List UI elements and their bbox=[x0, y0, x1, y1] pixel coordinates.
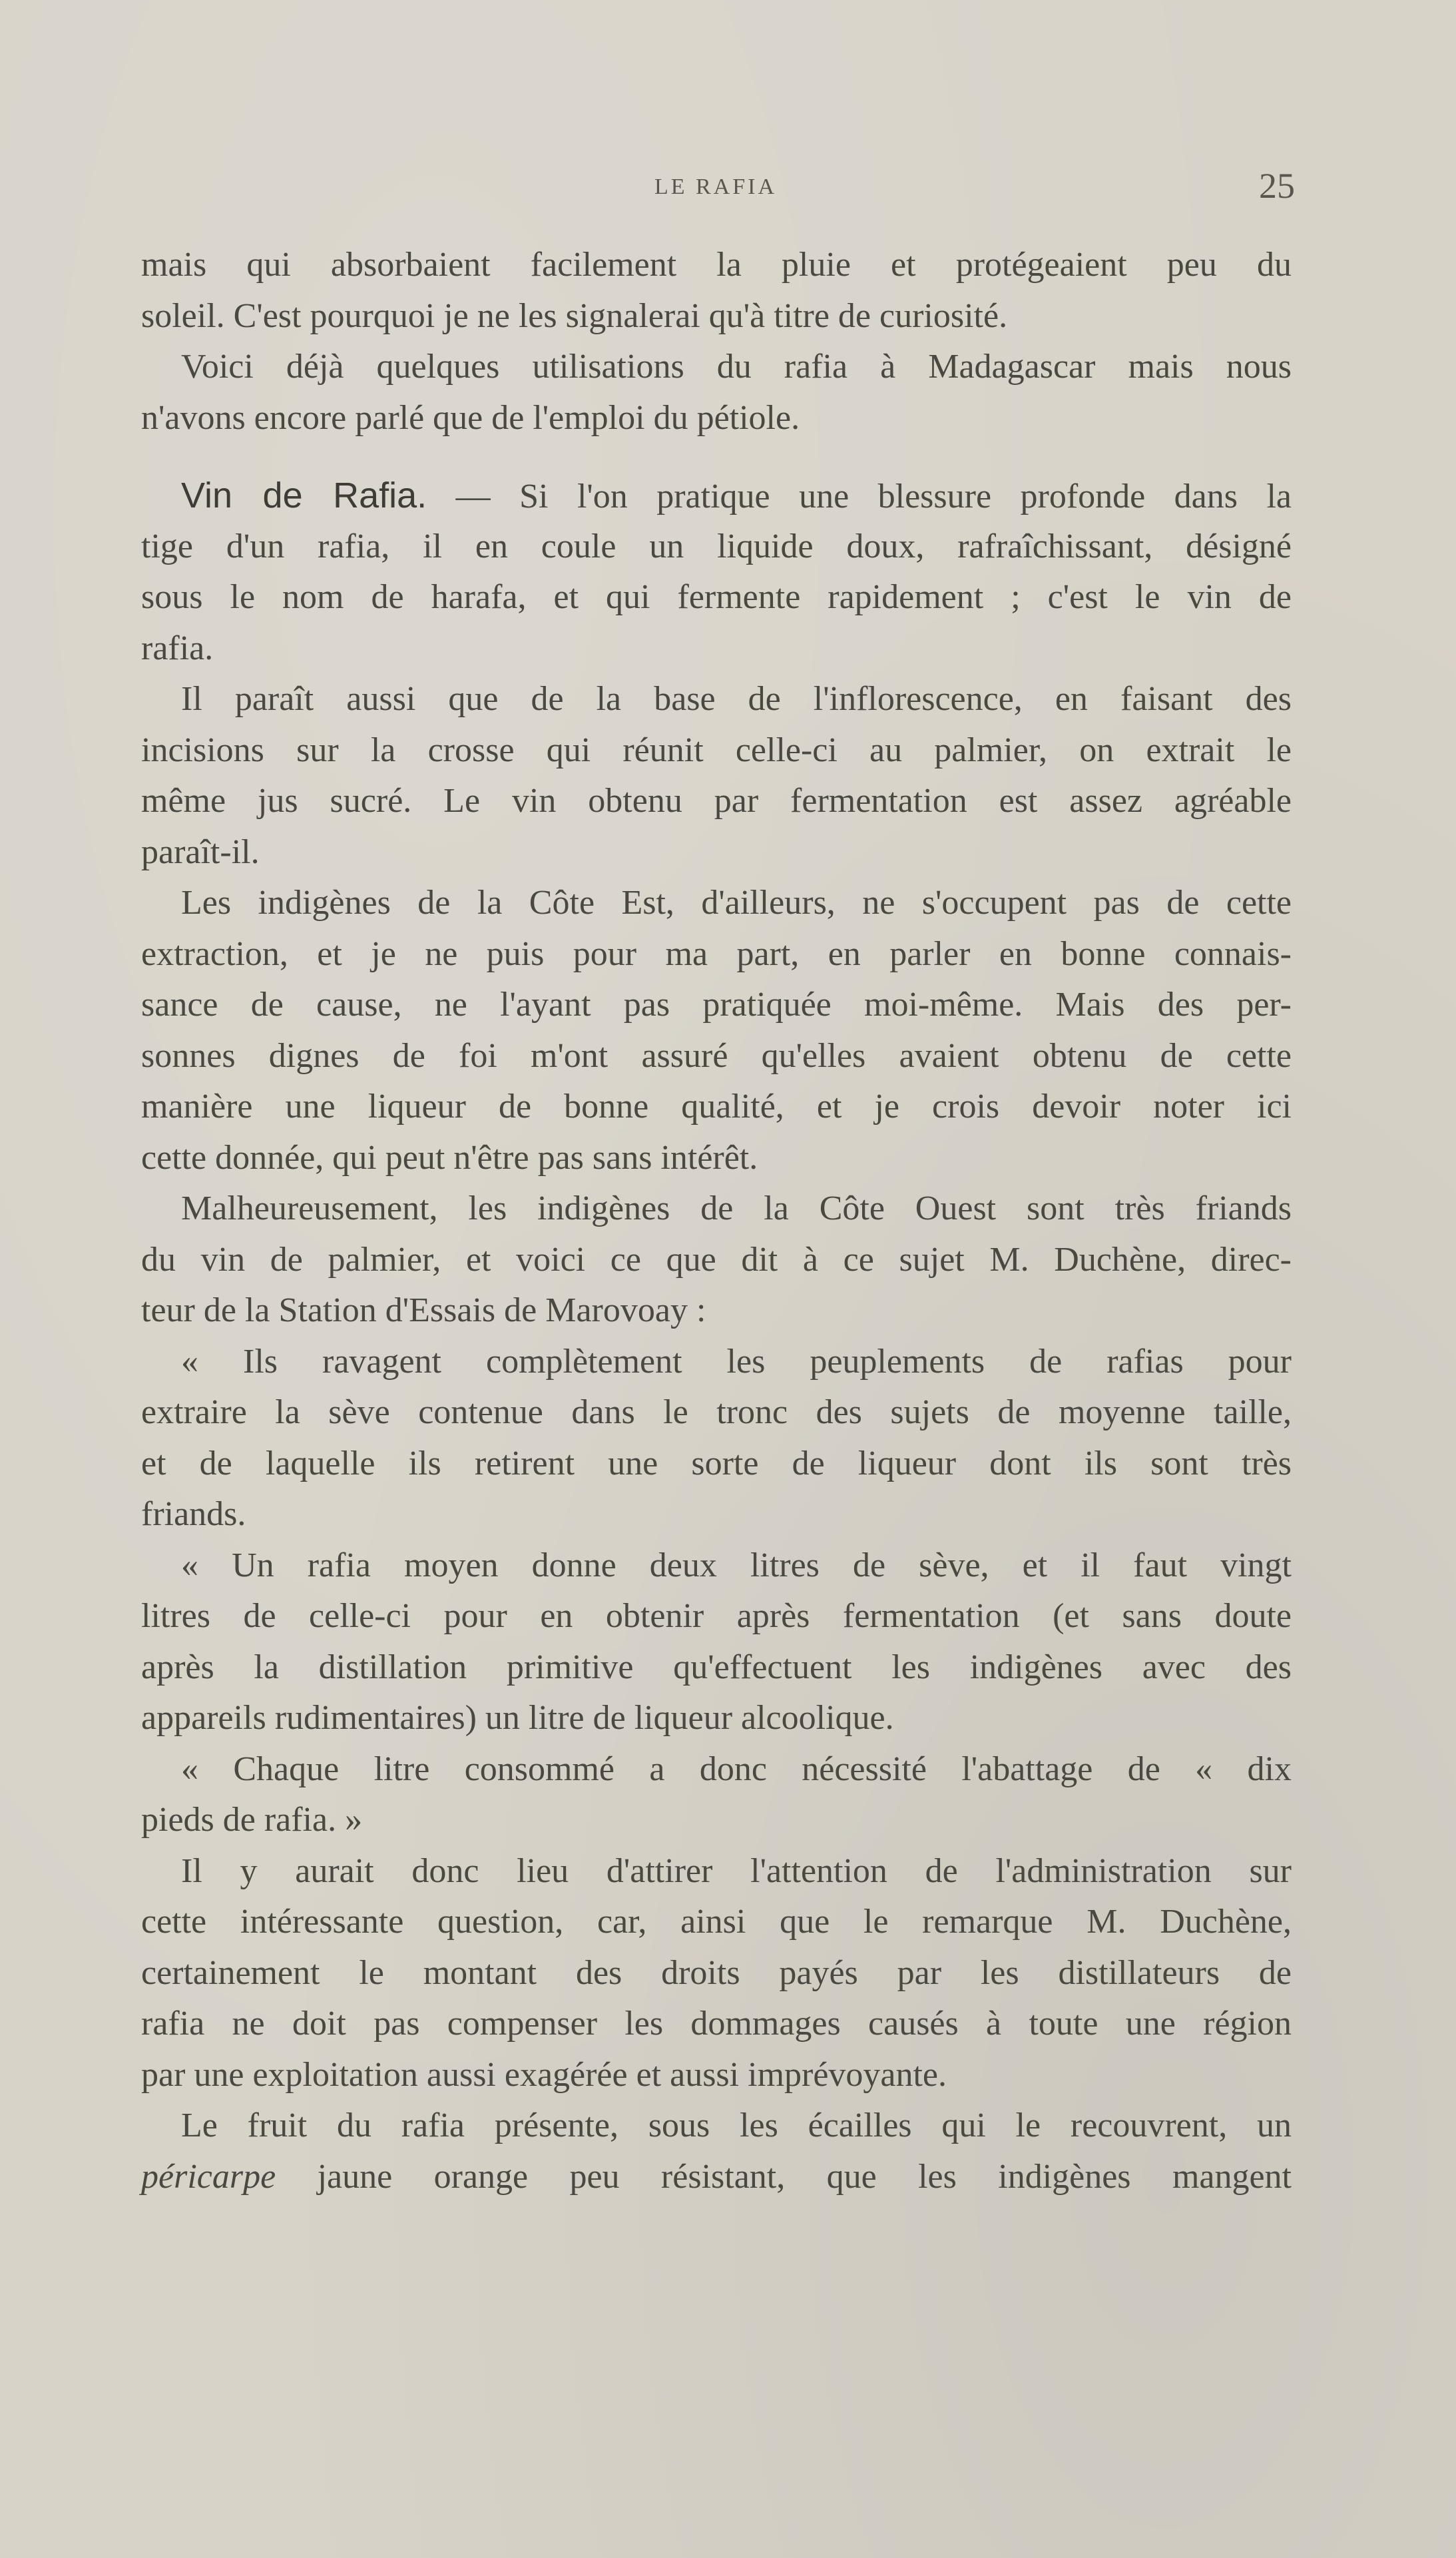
text-line: sonnes dignes de foi m'ont assuré qu'elles avaient obtenu de cette bbox=[141, 1036, 1292, 1075]
section-line bbox=[141, 470, 1292, 521]
text-line: soleil. C'est pourquoi je ne les signalerai qu'à titre de curiosité. bbox=[141, 296, 1008, 335]
text-line: du vin de palmier, et voici ce que dit à ce sujet M. Duchène, direc- bbox=[141, 1240, 1292, 1279]
quote-line: extraire la sève contenue dans le tronc des sujets de moyenne taille, bbox=[141, 1393, 1292, 1431]
text-fragment: sous les écailles qui le recouvrent, un bbox=[648, 2106, 1292, 2144]
text-line: teur de la Station d'Essais de Marovoay : bbox=[141, 1291, 706, 1329]
text-line: paraît-il. bbox=[141, 832, 260, 871]
text-line: tige d'un rafia, il en coule un liquide doux, rafraîchissant, désigné bbox=[141, 527, 1292, 565]
text-line: même jus sucré. Le vin obtenu par fermentation est assez agréable bbox=[141, 782, 1292, 820]
text-line bbox=[141, 2100, 1292, 2152]
quote-line: friands. bbox=[141, 1495, 246, 1533]
text-line: sous le nom de harafa, et qui fermente rapidement ; c'est le vin de bbox=[141, 578, 1292, 616]
page-body bbox=[141, 240, 1292, 2202]
text-line: certainement le montant des droits payés par les distillateurs de bbox=[141, 1953, 1292, 1992]
text-line: Il paraît aussi que de la base de l'inflorescence, en faisant des bbox=[181, 680, 1292, 718]
quote-line: appareils rudimentaires) un litre de liqueur alcoolique. bbox=[141, 1699, 894, 1737]
text-line: mais qui absorbaient facilement la pluie et protégeaient peu du bbox=[141, 246, 1292, 284]
paragraph-lead: Le fruit du rafia présente, bbox=[181, 2106, 648, 2144]
text-line bbox=[141, 2152, 1292, 2203]
quote-line: après la distillation primitive qu'effectuent les indigènes avec des bbox=[141, 1648, 1292, 1686]
quote-line: litres de celle-ci pour en obtenir après fermentation (et sans doute bbox=[141, 1597, 1292, 1635]
text-line: n'avons encore parlé que de l'emploi du pétiole. bbox=[141, 398, 800, 437]
quote-line: « Ils ravagent complètement les peuplements de rafias pour bbox=[181, 1342, 1292, 1381]
text-line: Il y aurait donc lieu d'attirer l'attention de l'administration sur bbox=[181, 1851, 1292, 1890]
text-line: Malheureusement, les indigènes de la Côte Ouest sont très friands bbox=[181, 1189, 1292, 1227]
quote-line: « Un rafia moyen donne deux litres de sève, et il faut vingt bbox=[181, 1546, 1292, 1584]
heading-dash: — bbox=[427, 478, 520, 515]
quote-line: « Chaque litre consommé a donc nécessité l'abattage de « dix bbox=[181, 1750, 1292, 1788]
running-title: LE RAFIA bbox=[654, 174, 778, 199]
quote-line: et de laquelle ils retirent une sorte de liqueur dont ils sont très bbox=[141, 1444, 1292, 1482]
text-line: rafia. bbox=[141, 629, 214, 667]
text-fragment: jaune orange peu résistant, que les indigènes mangent bbox=[317, 2157, 1292, 2196]
text-line: sance de cause, ne l'ayant pas pratiquée moi-même. Mais des per- bbox=[141, 986, 1292, 1024]
italic-term: péricarpe bbox=[141, 2157, 276, 2196]
text-line: par une exploitation aussi exagérée et aussi imprévoyante. bbox=[141, 2055, 947, 2094]
text-line: cette intéressante question, car, ainsi que le remarque M. Duchène, bbox=[141, 1903, 1292, 1941]
section-heading: Vin de Rafia. bbox=[181, 476, 427, 515]
heading-run-in-text: Si l'on pratique une blessure profonde dans la bbox=[519, 478, 1292, 515]
text-line: cette donnée, qui peut n'être pas sans intérêt. bbox=[141, 1138, 758, 1177]
text-line: Voici déjà quelques utilisations du rafia à Madagascar mais nous bbox=[181, 348, 1292, 386]
text-line: rafia ne doit pas compenser les dommages causés à toute une région bbox=[141, 2005, 1292, 2043]
page-header bbox=[140, 166, 1295, 221]
page-number: 25 bbox=[1259, 166, 1295, 206]
text-line: manière une liqueur de bonne qualité, et je crois devoir noter ici bbox=[141, 1088, 1292, 1125]
text-line: extraction, et je ne puis pour ma part, en parler en bonne connais- bbox=[141, 934, 1292, 973]
quote-line: pieds de rafia. » bbox=[141, 1801, 363, 1839]
text-line: incisions sur la crosse qui réunit celle-ci au palmier, on extrait le bbox=[141, 731, 1292, 769]
text-line: Les indigènes de la Côte Est, d'ailleurs, ne s'occupent pas de cette bbox=[181, 884, 1292, 922]
